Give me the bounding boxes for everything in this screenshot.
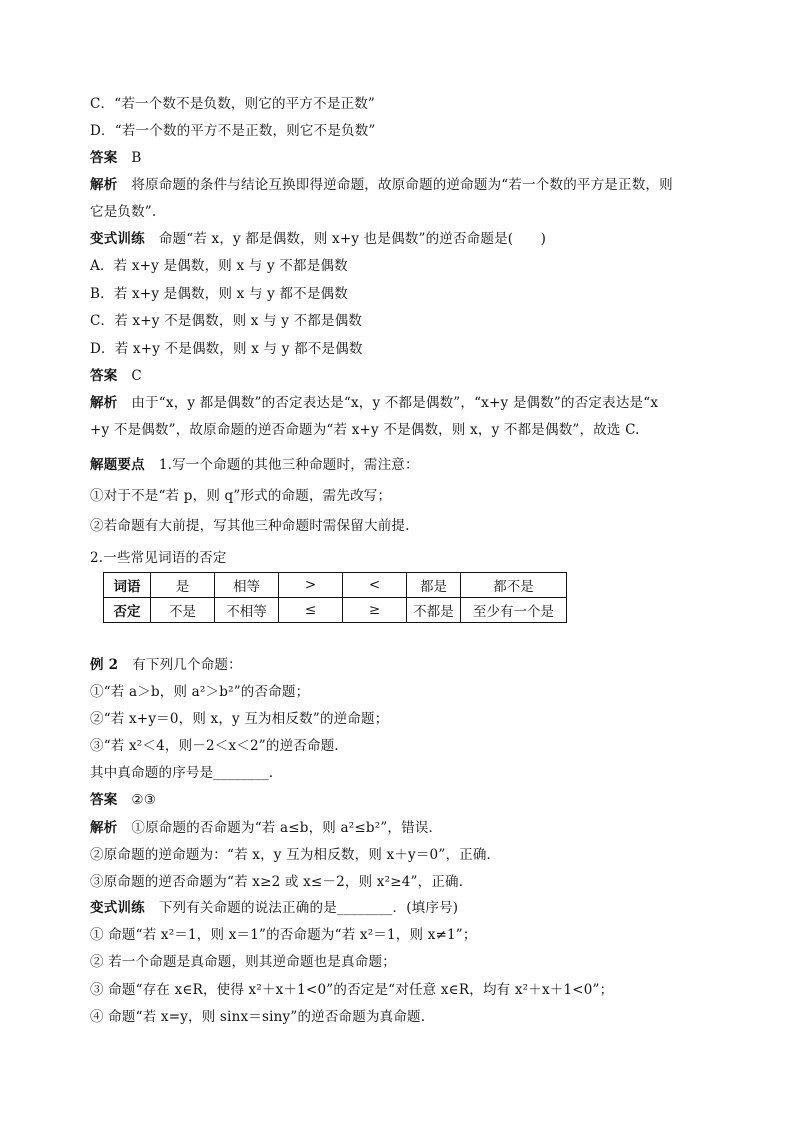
analysis-label: 解析	[90, 820, 118, 836]
table-cell: 词语	[104, 573, 151, 598]
table-cell: 相等	[215, 573, 279, 598]
keypoint-2: ②若命题有大前提，写其他三种命题时需保留大前提.	[90, 518, 410, 534]
q1-answer	[90, 148, 142, 168]
example-label: 例 2	[90, 657, 119, 673]
variant1-analysis	[90, 393, 658, 413]
keypoints-label: 解题要点	[90, 457, 145, 473]
example2-question	[90, 655, 242, 675]
variant2-item-1: ① 命题“若 x²＝1，则 x＝1”的否命题为“若 x²＝1，则 x≠1”；	[90, 927, 477, 943]
table-cell: <	[343, 573, 407, 598]
q1-analysis	[90, 175, 673, 195]
example2-ask: 其中真命题的序号是________．	[90, 765, 283, 781]
question-text: 下列有关命题的说法正确的是________．(填序号)	[158, 900, 459, 916]
variant-label: 变式训练	[90, 231, 145, 247]
analysis-label: 解析	[90, 177, 118, 193]
question-text: 有下列几个命题：	[132, 657, 242, 673]
table-cell: 不是	[151, 598, 215, 623]
example2-analysis-2: ②原命题的逆命题为：“若 x，y 互为相反数，则 x＋y＝0”，正确．	[90, 847, 501, 863]
q1-analysis-cont: 它是负数”.	[90, 204, 157, 220]
table-cell: ≤	[279, 598, 343, 623]
table-row	[104, 573, 567, 598]
variant1-analysis-cont: +y 不是偶数”，故原命题的逆否命题为“若 x+y 不是偶数，则 x，y 不都是偶数”，故选 C.	[90, 422, 640, 438]
variant2-item-3: ③ 命题“存在 x∈R，使得 x²＋x＋1<0”的否定是“对任意 x∈R，均有 x²＋x＋1<0”；	[90, 982, 614, 998]
table-title: 2.一些常见词语的否定	[90, 550, 227, 566]
variant1-option-a: A．若 x+y 是偶数，则 x 与 y 不都是偶数	[90, 258, 348, 274]
table-cell: 不相等	[215, 598, 279, 623]
analysis-label: 解析	[90, 395, 118, 411]
variant1-question	[90, 229, 546, 249]
example2-analysis-3: ③原命题的逆否命题为“若 x≥2 或 x≤－2，则 x²≥4”，正确．	[90, 874, 473, 890]
variant1-option-b: B．若 x+y 是偶数，则 x 与 y 都不是偶数	[90, 286, 348, 302]
analysis-text: 由于“x，y 都是偶数”的否定表达是“x，y 不都是偶数”，“x+y 是偶数”的否定表达是“x	[131, 395, 659, 411]
table-cell: 不都是	[407, 598, 461, 623]
keypoints-heading	[90, 455, 419, 475]
table-cell: >	[279, 573, 343, 598]
example2-analysis	[90, 818, 442, 838]
analysis-text: 将原命题的条件与结论互换即得逆命题，故原命题的逆命题为“若一个数的平方是正数，则	[131, 177, 673, 193]
example2-item-1: ①“若 a＞b，则 a²＞b²”的否命题；	[90, 684, 310, 700]
answer-value: C	[131, 368, 142, 384]
example2-item-3: ③“若 x²＜4，则－2＜x＜2”的逆否命题．	[90, 738, 349, 754]
variant1-option-c: C．若 x+y 不是偶数，则 x 与 y 不都是偶数	[90, 313, 363, 329]
variant2-item-2: ② 若一个命题是真命题，则其逆命题也是真命题；	[90, 954, 396, 970]
table-cell: ≥	[343, 598, 407, 623]
variant1-option-d: D．若 x+y 不是偶数，则 x 与 y 都不是偶数	[90, 341, 363, 357]
answer-value: ②③	[131, 792, 157, 808]
table-cell: 都不是	[461, 573, 567, 598]
q1-option-d: D．“若一个数的平方不是正数，则它不是负数”	[90, 123, 376, 139]
keypoints-text: 1.写一个命题的其他三种命题时，需注意：	[158, 457, 419, 473]
table-cell: 至少有一个是	[461, 598, 567, 623]
answer-label: 答案	[90, 792, 118, 808]
variant2-question	[90, 898, 458, 918]
keypoint-1: ①对于不是“若 p，则 q”形式的命题，需先改写；	[90, 488, 392, 504]
answer-label: 答案	[90, 150, 118, 166]
table-row	[104, 598, 567, 623]
example2-answer	[90, 790, 156, 810]
table-cell: 否定	[104, 598, 151, 623]
question-text: 命题“若 x，y 都是偶数，则 x+y 也是偶数”的逆否命题是( )	[158, 231, 547, 247]
table-cell: 都是	[407, 573, 461, 598]
variant1-answer	[90, 366, 142, 386]
analysis-text: ①原命题的否命题为“若 a≤b，则 a²≤b²”，错误．	[131, 820, 443, 836]
answer-value: B	[131, 150, 142, 166]
example2-item-2: ②“若 x+y＝0，则 x，y 互为相反数”的逆命题；	[90, 711, 389, 727]
variant2-item-4: ④ 命题“若 x=y，则 sinx＝siny”的逆否命题为真命题.	[90, 1009, 426, 1025]
negation-table	[103, 572, 567, 623]
q1-option-c: C．“若一个数不是负数，则它的平方不是正数”	[90, 96, 376, 112]
variant-label: 变式训练	[90, 900, 145, 916]
table-cell: 是	[151, 573, 215, 598]
answer-label: 答案	[90, 368, 118, 384]
